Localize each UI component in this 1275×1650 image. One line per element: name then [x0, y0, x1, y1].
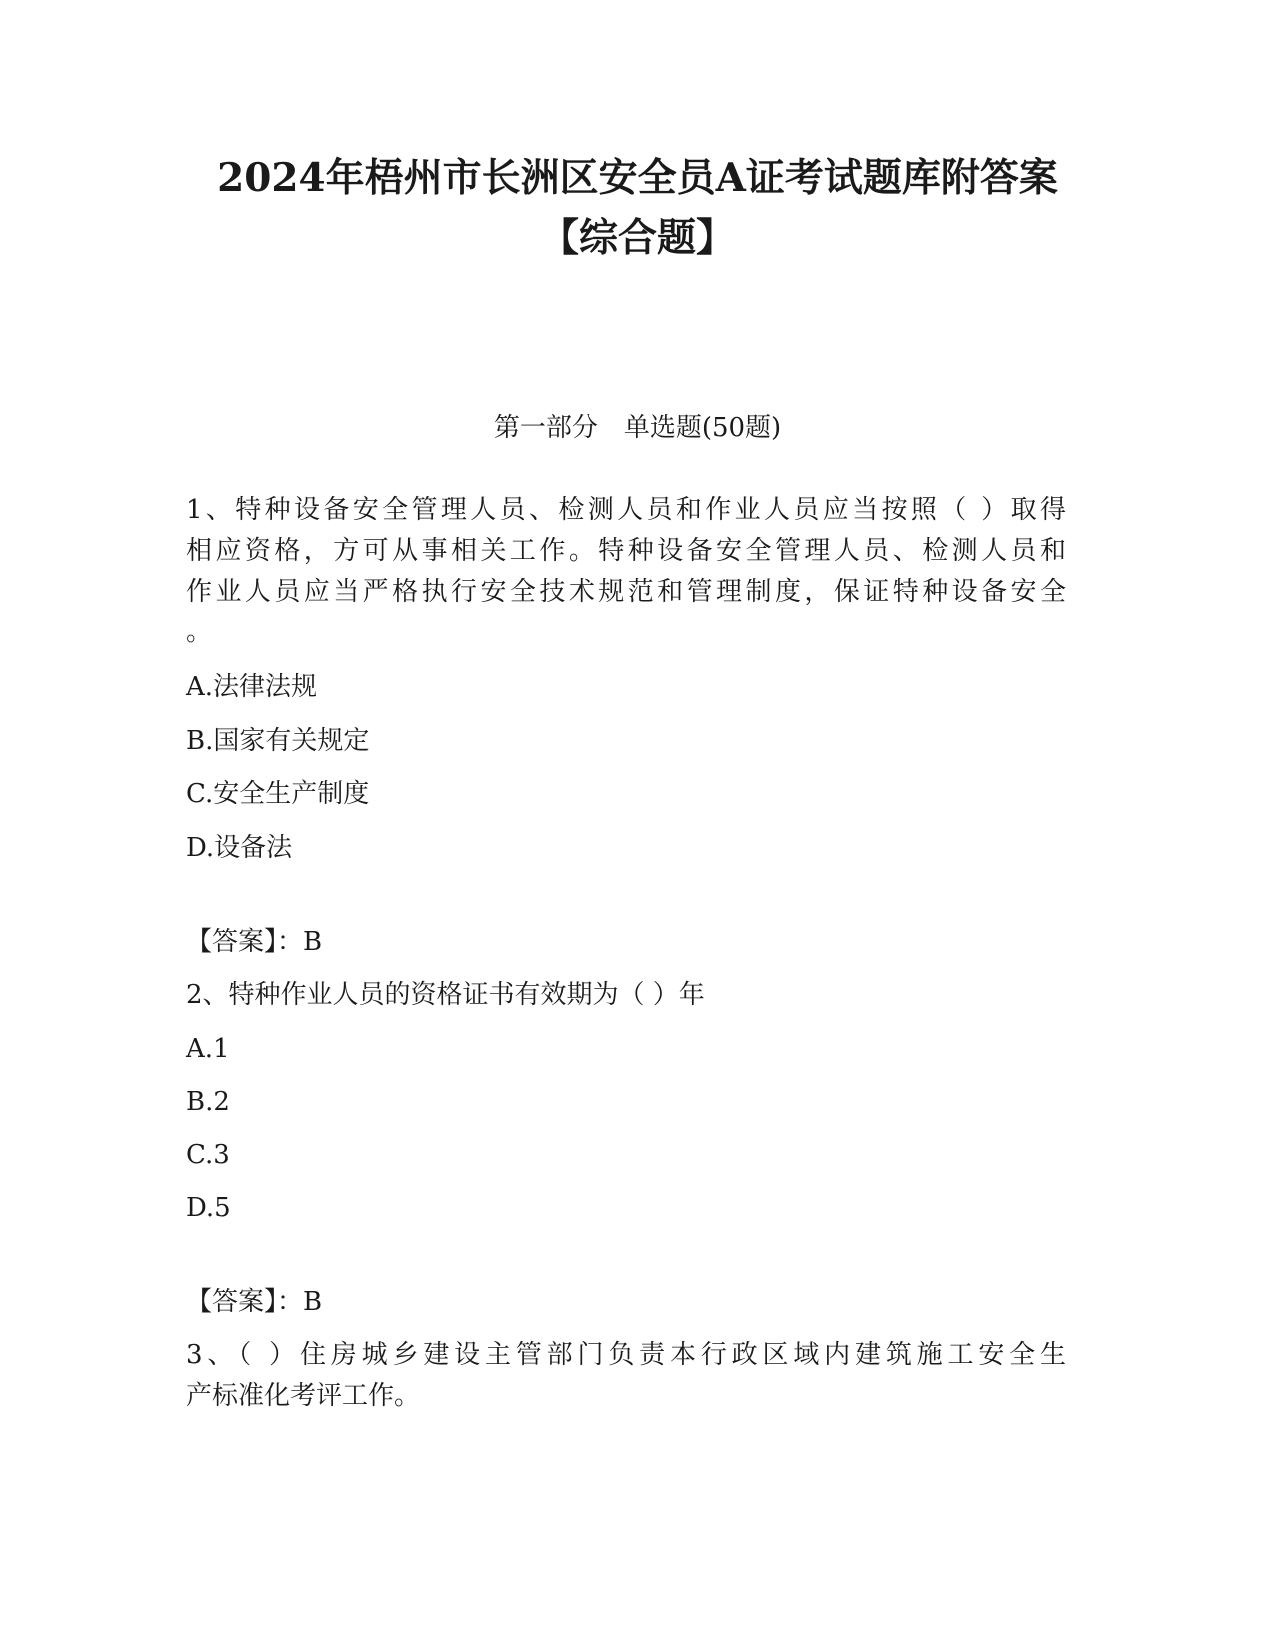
question-1-option-c: C.安全生产制度 — [186, 779, 370, 809]
question-1-option-b: B.国家有关规定 — [186, 726, 370, 756]
question-1-text-line-3: 作业人员应当严格执行安全技术规范和管理制度，保证特种设备安全 — [186, 577, 1066, 607]
question-3-text-line-1: 3、（ ）住房城乡建设主管部门负责本行政区域内建筑施工安全生 — [186, 1340, 1066, 1370]
document-title-line-2: 【综合题】 — [539, 215, 735, 261]
question-1-option-d: D.设备法 — [186, 833, 293, 863]
section-heading: 第一部分 单选题(50题) — [493, 413, 782, 443]
question-2-option-d: D.5 — [186, 1193, 231, 1223]
question-2-text-line-1: 2、特种作业人员的资格证书有效期为（ ）年 — [186, 980, 705, 1010]
question-2-option-a: A.1 — [186, 1034, 230, 1064]
question-2-option-c: C.3 — [186, 1140, 230, 1170]
question-1-text-line-2: 相应资格，方可从事相关工作。特种设备安全管理人员、检测人员和 — [186, 536, 1066, 566]
question-1-option-a: A.法律法规 — [186, 672, 318, 702]
question-1-answer: 【答案】：B — [186, 927, 323, 957]
document-title-line-1: 2024年梧州市长洲区安全员A证考试题库附答案 — [217, 155, 1058, 201]
question-2-option-b: B.2 — [186, 1087, 230, 1117]
question-1-text-line-4: 。 — [186, 617, 213, 647]
question-3-text-line-2: 产标准化考评工作。 — [186, 1381, 421, 1411]
question-1-text-line-1: 1、特种设备安全管理人员、检测人员和作业人员应当按照（ ）取得 — [186, 495, 1066, 525]
question-2-answer: 【答案】：B — [186, 1287, 323, 1317]
